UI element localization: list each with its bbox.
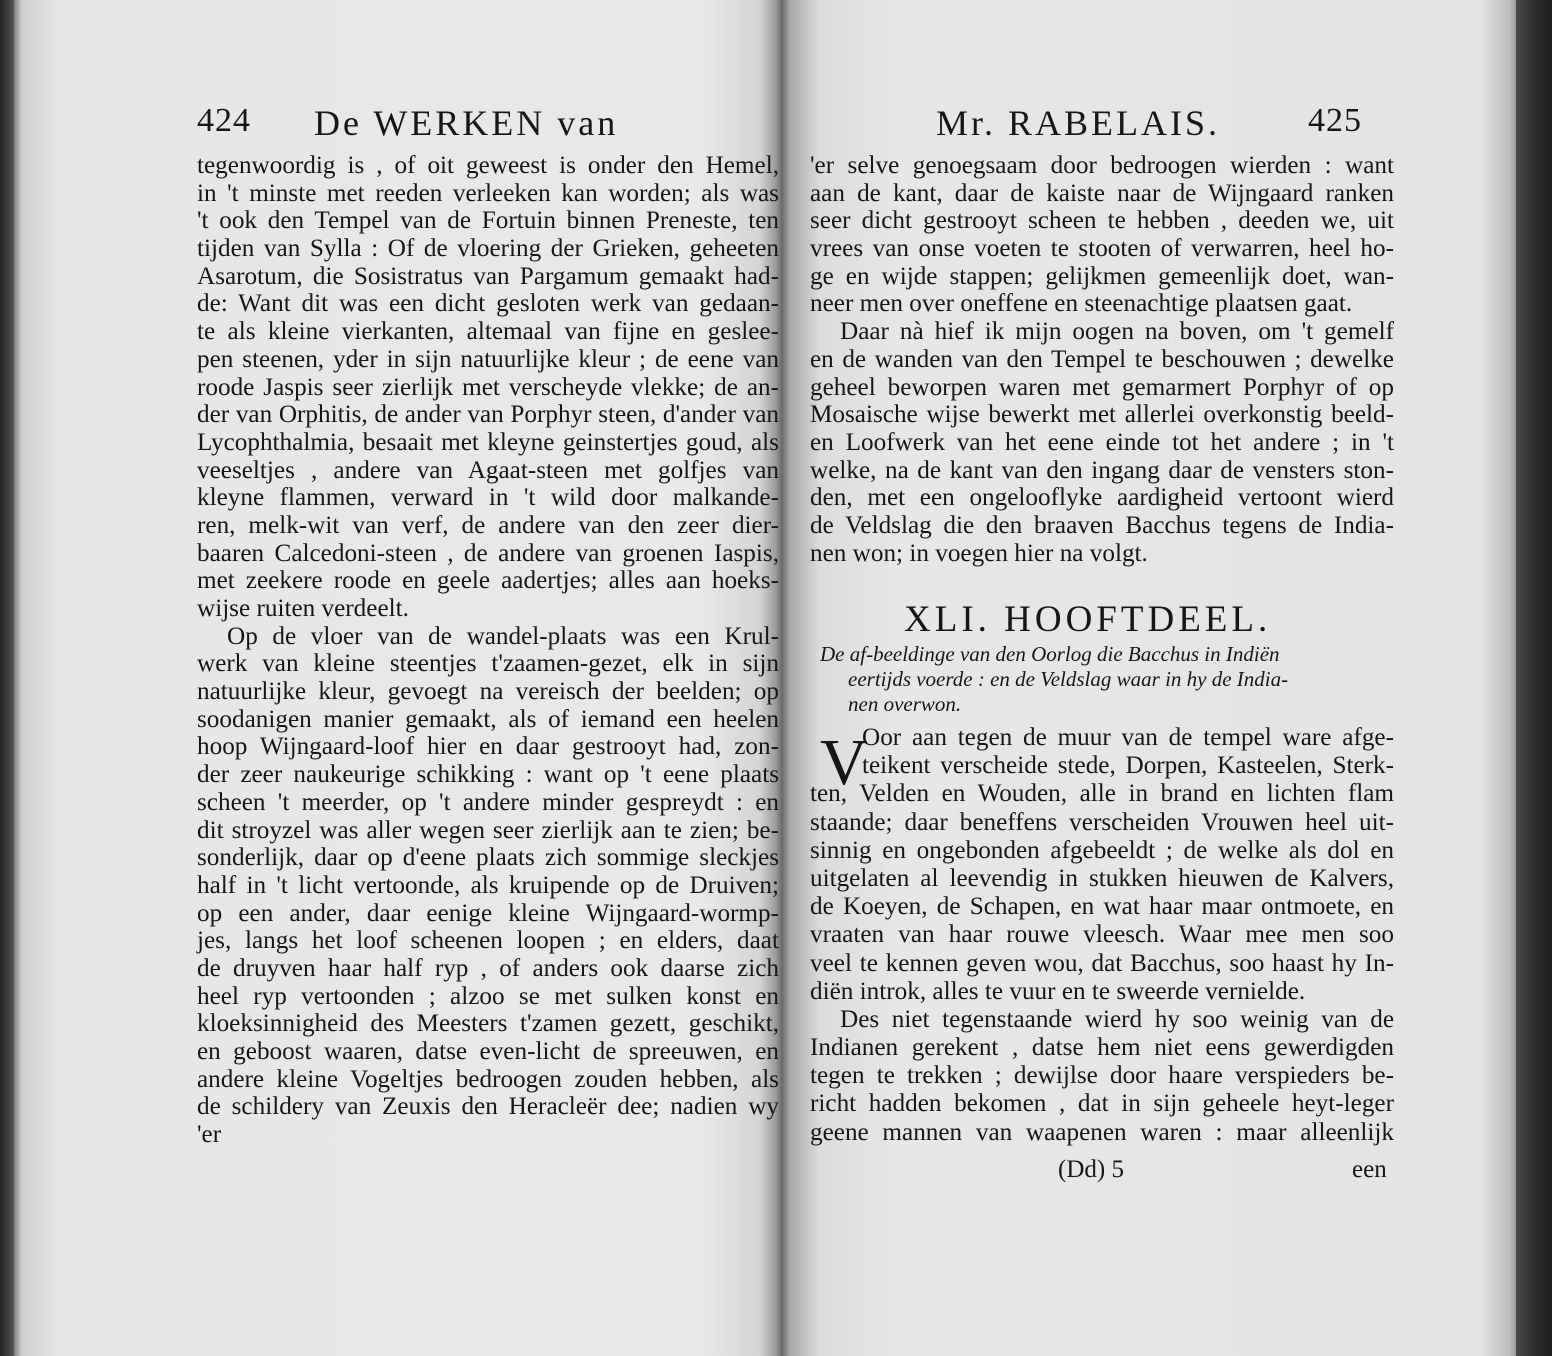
summary-line: nen overwon. (848, 692, 962, 716)
text-line: baaren Calcedoni-steen , de andere van groenen Iaspis, (197, 539, 779, 567)
text-line: Lycophthalmia, besaait met kleyne geinstertjes goud, als (197, 428, 779, 456)
text-line: aan de kant, daar de kaiste naar de Wijngaard ranken (810, 179, 1394, 207)
text-line: Asarotum, die Sosistratus van Pargamum gemaakt had- (197, 262, 779, 290)
text-line: Oor aan tegen de muur van de tempel ware afge- (862, 724, 1394, 751)
text-line: nen won; in voegen hier na volgt. (810, 539, 1148, 567)
right-page (786, 30, 1516, 1330)
text-line: roode Jaspis seer zierlijk met verscheyde vlekke; de an- (197, 373, 779, 401)
text-line: soodanigen manier gemaakt, als of iemand een heelen (197, 705, 779, 733)
text-line: staande; daar beneffens verscheiden Vrouwen heel uit- (810, 808, 1394, 836)
text-line: Des niet tegenstaande wierd hy soo weinig van de (840, 1005, 1394, 1033)
text-line: heel ryp vertoonden ; alzoo se met sulken konst en (197, 982, 779, 1010)
catchword: een (1352, 1156, 1387, 1183)
text-line: natuurlijke kleur, gevoegt na vereisch der beelden; op (197, 678, 779, 706)
text-line: ten, Velden en Wouden, alle in brand en lichten flam (810, 780, 1394, 808)
text-line: wijse ruiten verdeelt. (197, 595, 409, 622)
text-line: Op de vloer van de wandel-plaats was een Krul- (227, 622, 779, 650)
text-line: en de wanden van den Tempel te beschouwen ; dewelke (810, 345, 1394, 373)
text-line: dit stroyzel was aller wegen seer zierlijk aan te zien; be- (197, 816, 779, 844)
left-page (22, 30, 779, 1330)
text-line: tijden van Sylla : Of de vloering der Grieken, geheeten (197, 235, 779, 263)
text-line: diën introk, alles te vuur en te sweerde vernielde. (810, 977, 1306, 1005)
text-line: kleyne flammen, verward in 't wild door malkande- (197, 484, 779, 512)
text-line: geheel beworpen waren met gemarmert Porphyr of op (810, 373, 1394, 401)
left-header (22, 102, 774, 152)
text-line: de druyven haar half ryp , of anders ook daarse zich (197, 954, 779, 982)
text-line: in 't minste met reeden verleeken kan worden; als was (197, 179, 779, 207)
left-running-title: De WERKEN van (314, 103, 619, 143)
text-line: sinnig en ongebonden afgebeeldt ; de welke als dol en (810, 836, 1394, 864)
text-line: sonderlijk, daar op d'eene plaats zich sommige sleckjes (197, 844, 779, 872)
summary-line: eertijds voerde : en de Veldslag waar in hy de India- (848, 667, 1289, 691)
text-line: kloeksinnigheid des Meesters t'zamen gezett, geschikt, (197, 1010, 779, 1038)
text-line: Mosaische wijse bewerkt met allerlei overkonstig beeld- (810, 401, 1394, 429)
text-line: met zeekere roode en geele aadertjes; alles aan hoeks- (197, 567, 779, 595)
text-line: op een ander, daar eenige kleine Wijngaard-wormp- (197, 899, 779, 927)
text-line: der zeer naukeurige schikking : want op 't eene plaats (197, 761, 779, 789)
text-line: ren, melk-wit van verf, de andere van den zeer dier- (197, 511, 779, 539)
text-line: pen steenen, yder in sijn natuurlijke kleur ; de eene van (197, 345, 779, 373)
text-line: scheen 't meerder, op 't andere minder gespreydt : en (197, 788, 779, 816)
text-line: andere kleine Vogeltjes bedroogen zouden hebben, als (197, 1065, 779, 1093)
text-line: en geboost waaren, datse even-licht de spreeuwen, en (197, 1038, 779, 1065)
left-body-text (197, 152, 779, 1149)
text-line: de Koeyen, de Schapen, en wat haar maar ontmoete, en (810, 893, 1394, 921)
signature-mark: (Dd) 5 (1058, 1156, 1124, 1183)
text-line: neer men over oneffene en steenachtige plaatsen gaat. (810, 290, 1353, 318)
text-line: te als kleine vierkanten, altemaal van fijne en geslee- (197, 318, 779, 346)
text-line: vrees van onse voeten te stooten of verwarren, heel ho- (810, 235, 1394, 263)
text-line: half in 't licht vertoonde, als kruipende op de Druiven; (197, 871, 779, 899)
text-line: welke, na de kant van den ingang daar de vensters ston- (810, 456, 1394, 484)
text-line: Indianen gerekent , datse hem niet eens gewerdigden (810, 1034, 1394, 1062)
left-edge (0, 0, 14, 1356)
text-line: veel te kennen geven wou, dat Bacchus, soo haast hy In- (810, 949, 1394, 977)
right-edge (1516, 0, 1552, 1356)
chapter-heading: XLI. HOOFTDEEL. (904, 599, 1272, 640)
text-line: werk van kleine steentjes t'zaamen-gezet, elk in sijn (197, 650, 779, 678)
text-line: vraaten van haar rouwe vleesch. Waar mee men soo (810, 921, 1394, 949)
text-line: seer dicht gestrooyt scheen te hebben , deeden we, uit (810, 207, 1394, 235)
text-line: 'er (197, 1121, 222, 1149)
drop-cap: V (820, 726, 868, 799)
text-line: ge en wijde stappen; gelijkmen gemeenlijk doet, wan- (810, 262, 1394, 290)
chapter-summary (820, 642, 1380, 717)
left-page-number: 424 (197, 102, 251, 139)
text-line: de schildery van Zeuxis den Heracleër dee; nadien wy (197, 1093, 779, 1121)
right-body-text (810, 152, 1394, 567)
text-line: Daar nà hief ik mijn oogen na boven, om 't gemelf (840, 318, 1394, 346)
text-line: 'er selve genoegsaam door bedroogen wierden : want (810, 152, 1394, 179)
text-line: geene mannen van waapenen waren : maar alleenlijk (810, 1118, 1394, 1146)
text-line: tegenwoordig is , of oit geweest is onder den Hemel, (197, 152, 779, 179)
right-page-number: 425 (1308, 102, 1362, 139)
text-line: de: Want dit was een dicht gesloten werk van gedaan- (197, 290, 779, 318)
text-line: richt hadden bekomen , dat in sijn geheele heyt-leger (810, 1090, 1394, 1118)
text-line: den, met een ongelooflyke aardigheid vertoont wierd (810, 484, 1394, 512)
text-line: veeseltjes , andere van Agaat-steen met golfjes van (197, 456, 779, 484)
summary-line: De af-beeldinge van den Oorlog die Bacchus in Indiën (820, 642, 1280, 666)
text-line: tegen te trekken ; dewijlse door haare verspieders be- (810, 1062, 1394, 1090)
chapter-body-text (810, 724, 1394, 1147)
text-line: uitgelaten al leevendig in stukken hieuwen de Kalvers, (810, 864, 1394, 892)
text-line: en Loofwerk van het eene einde tot het andere ; in 't (810, 428, 1394, 456)
text-line: teikent verscheide stede, Dorpen, Kasteelen, Sterk- (862, 752, 1394, 780)
text-line: der van Orphitis, de ander van Porphyr steen, d'ander van (197, 401, 779, 429)
right-running-title: Mr. RABELAIS. (936, 103, 1221, 143)
text-line: 't ook den Tempel van de Fortuin binnen Preneste, ten (197, 207, 779, 235)
text-line: hoop Wijngaard-loof hier en daar gestrooyt had, zon- (197, 733, 779, 761)
text-line: jes, langs het loof scheenen loopen ; en elders, daat (197, 927, 779, 955)
right-header (786, 102, 1516, 152)
text-line: de Veldslag die den braaven Bacchus tegens de India- (810, 511, 1394, 539)
